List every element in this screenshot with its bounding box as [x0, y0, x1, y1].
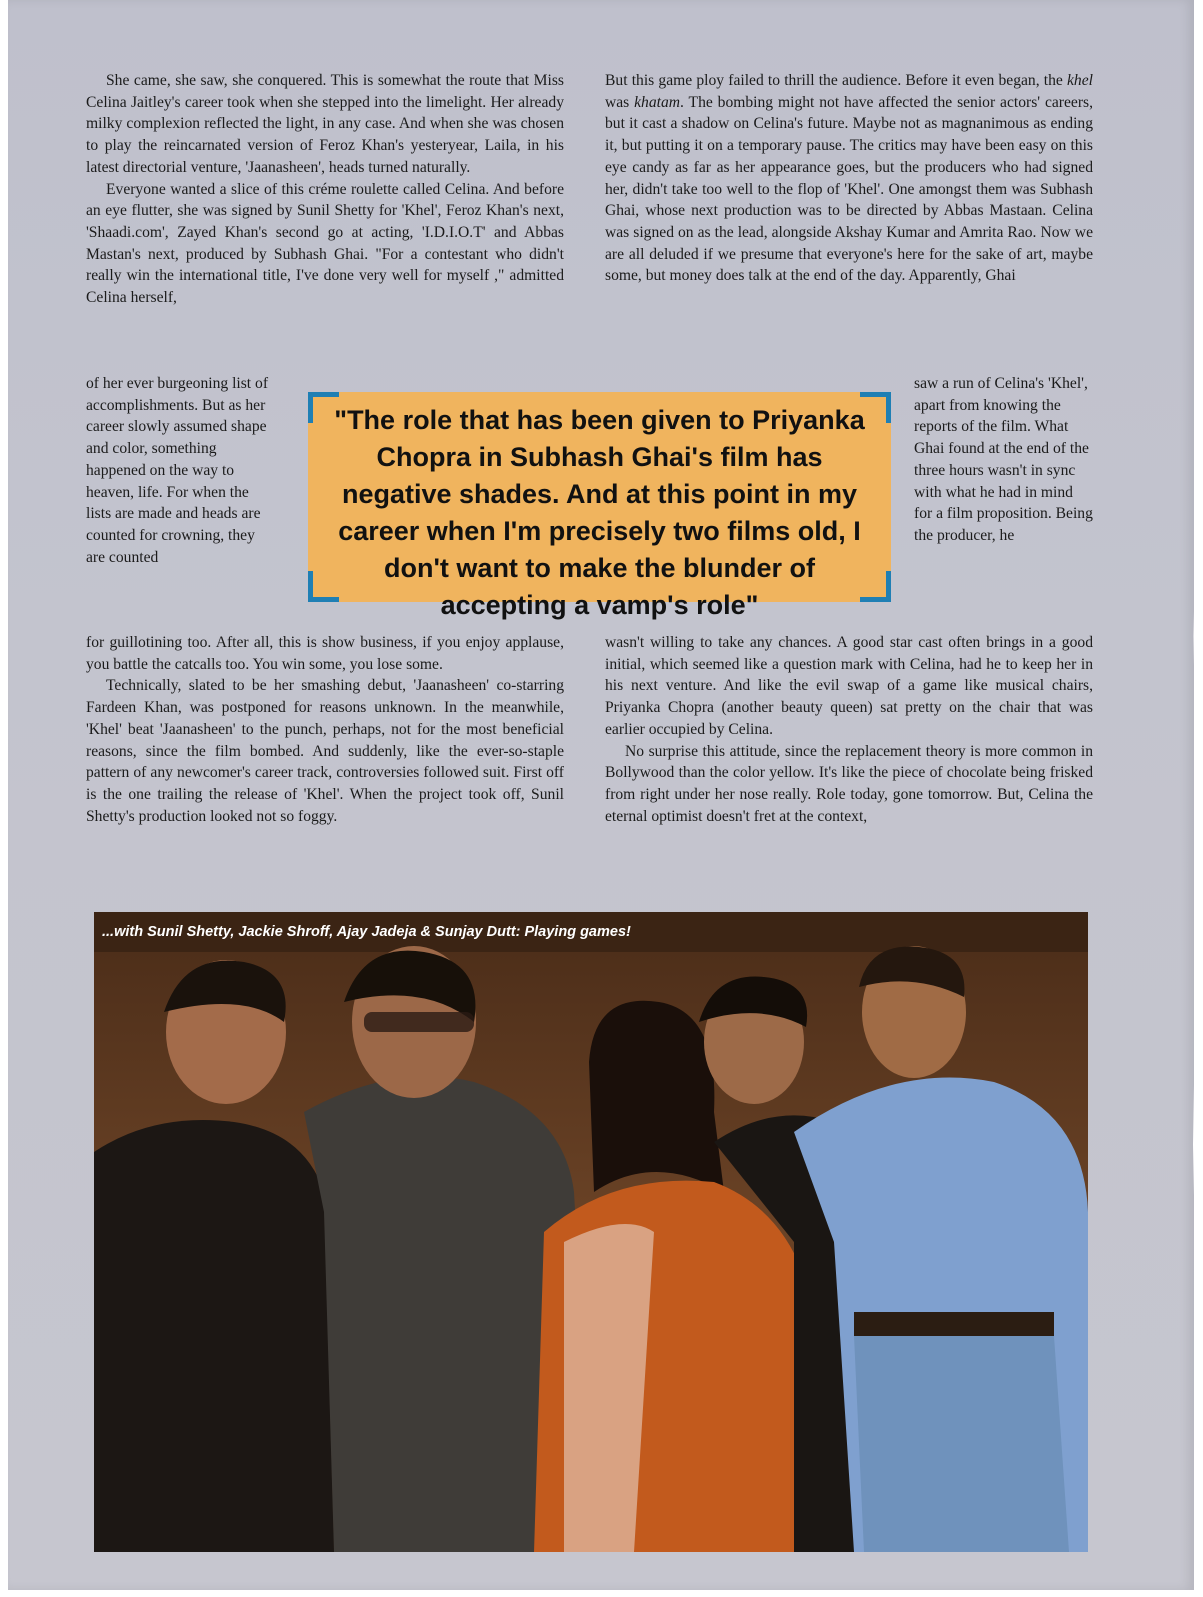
- pull-quote: "The role that has been given to Priyanka Chopra in Subhash Ghai's film has negative shades. And at this point in my career when I'm precisely two films old, I don't want to make the blunder of accepting a vamp's role": [334, 405, 865, 620]
- italic-word: khatam: [634, 93, 681, 111]
- photo-caption: ...with Sunil Shetty, Jackie Shroff, Ajay Jadeja & Sunjay Dutt: Playing games!: [102, 924, 631, 940]
- paragraph: for guillotining too. After all, this is show business, if you enjoy applause, you battle the catcalls too. You win some, you lose some.: [86, 634, 564, 673]
- paragraph: wasn't willing to take any chances. A good star cast often brings in a good initial, which seemed like a question mark with Celina, had he to keep her in his next venture. And like the evil swap of a game like musical chairs, Priyanka Chopra (another beauty queen) sat pretty on the chair that was earlier occupied by Celina.: [605, 634, 1093, 738]
- text-run: . The bombing might not have affected the senior actors' careers, but it cast a shadow on Celina's future. Maybe not as magnanimous as ending it, but putting it on a temporary pause. The critics may have been easy on this eye candy as far as her appearance goes, but the producers who had signed her, didn't take too well to the flop of 'Khel'. One amongst them was Subhash Ghai, whose next production was to be directed by Abbas Mastaan. Celina was signed on as the lead, alongside Akshay Kumar and Amrita Rao. Now we are all deluded if we presume that everyone's here for the sake of art, maybe some, but money does talk at the end of the day. Apparently, Ghai: [605, 93, 1094, 285]
- column-2-bottom: [605, 632, 1093, 827]
- paragraph: of her ever burgeoning list of accomplishments. But as her career slowly assumed shape and color, something happened on the way to heaven, life. For when the lists are made and heads are counted for crowning, they are counted: [86, 375, 269, 566]
- paragraph: saw a run of Celina's 'Khel', apart from knowing the reports of the film. What Ghai found at the end of the three hours wasn't in sync with what he had in mind for a film proposition. Being the producer, he: [914, 375, 1093, 544]
- text-run: But this game ploy failed to thrill the audience. Before it even began, the: [605, 72, 1068, 89]
- paragraph: She came, she saw, she conquered. This is somewhat the route that Miss Celina Jaitley's career took when she stepped into the limelight. Her already milky complexion reflected the light, in any case. And when she was chosen to play the reincarnated version of Feroz Khan's yesteryear, Laila, in his latest directorial venture, 'Jaanasheen', heads turned naturally.: [86, 72, 564, 176]
- text-run: was: [605, 93, 635, 111]
- magazine-page: [8, 0, 1194, 1590]
- pull-quote-box: [308, 392, 891, 620]
- column-1-top: [86, 70, 564, 309]
- italic-word: khel: [1067, 72, 1093, 89]
- column-2-top: [605, 70, 1093, 287]
- photo-illustration: [94, 912, 1088, 1552]
- column-1-bottom: [86, 632, 564, 827]
- paragraph: Everyone wanted a slice of this créme roulette called Celina. And before an eye flutter, she was signed by Sunil Shetty for 'Khel', Feroz Khan's next, 'Shaadi.com', Zayed Khan's second go at acting, 'I.D.I.O.T' and Abbas Mastan's next, produced by Subhash Ghai. "For a contestant who didn't really win the international title, I've done very well for myself ," admitted Celina herself,: [86, 180, 564, 307]
- group-photo: [94, 912, 1088, 1552]
- column-1-wrap: [86, 373, 276, 568]
- column-2-wrap: [914, 373, 1094, 547]
- paragraph: Technically, slated to be her smashing debut, 'Jaanasheen' co-starring Fardeen Khan, was postponed for reasons unknown. In the meanwhile, 'Khel' beat 'Jaanasheen' to the punch, perhaps, not for the most beneficial reasons, since the film bombed. And suddenly, like the ever-so-staple pattern of any newcomer's career track, controversies followed suit. First off is the one trailing the release of 'Khel'. When the project took off, Sunil Shetty's production looked not so foggy.: [86, 677, 564, 825]
- paragraph: No surprise this attitude, since the replacement theory is more common in Bollywood than the color yellow. It's like the piece of chocolate being frisked from right under her nose really. Role today, gone tomorrow. But, Celina the eternal optimist doesn't fret at the context,: [605, 742, 1093, 825]
- paragraph: [605, 70, 1093, 287]
